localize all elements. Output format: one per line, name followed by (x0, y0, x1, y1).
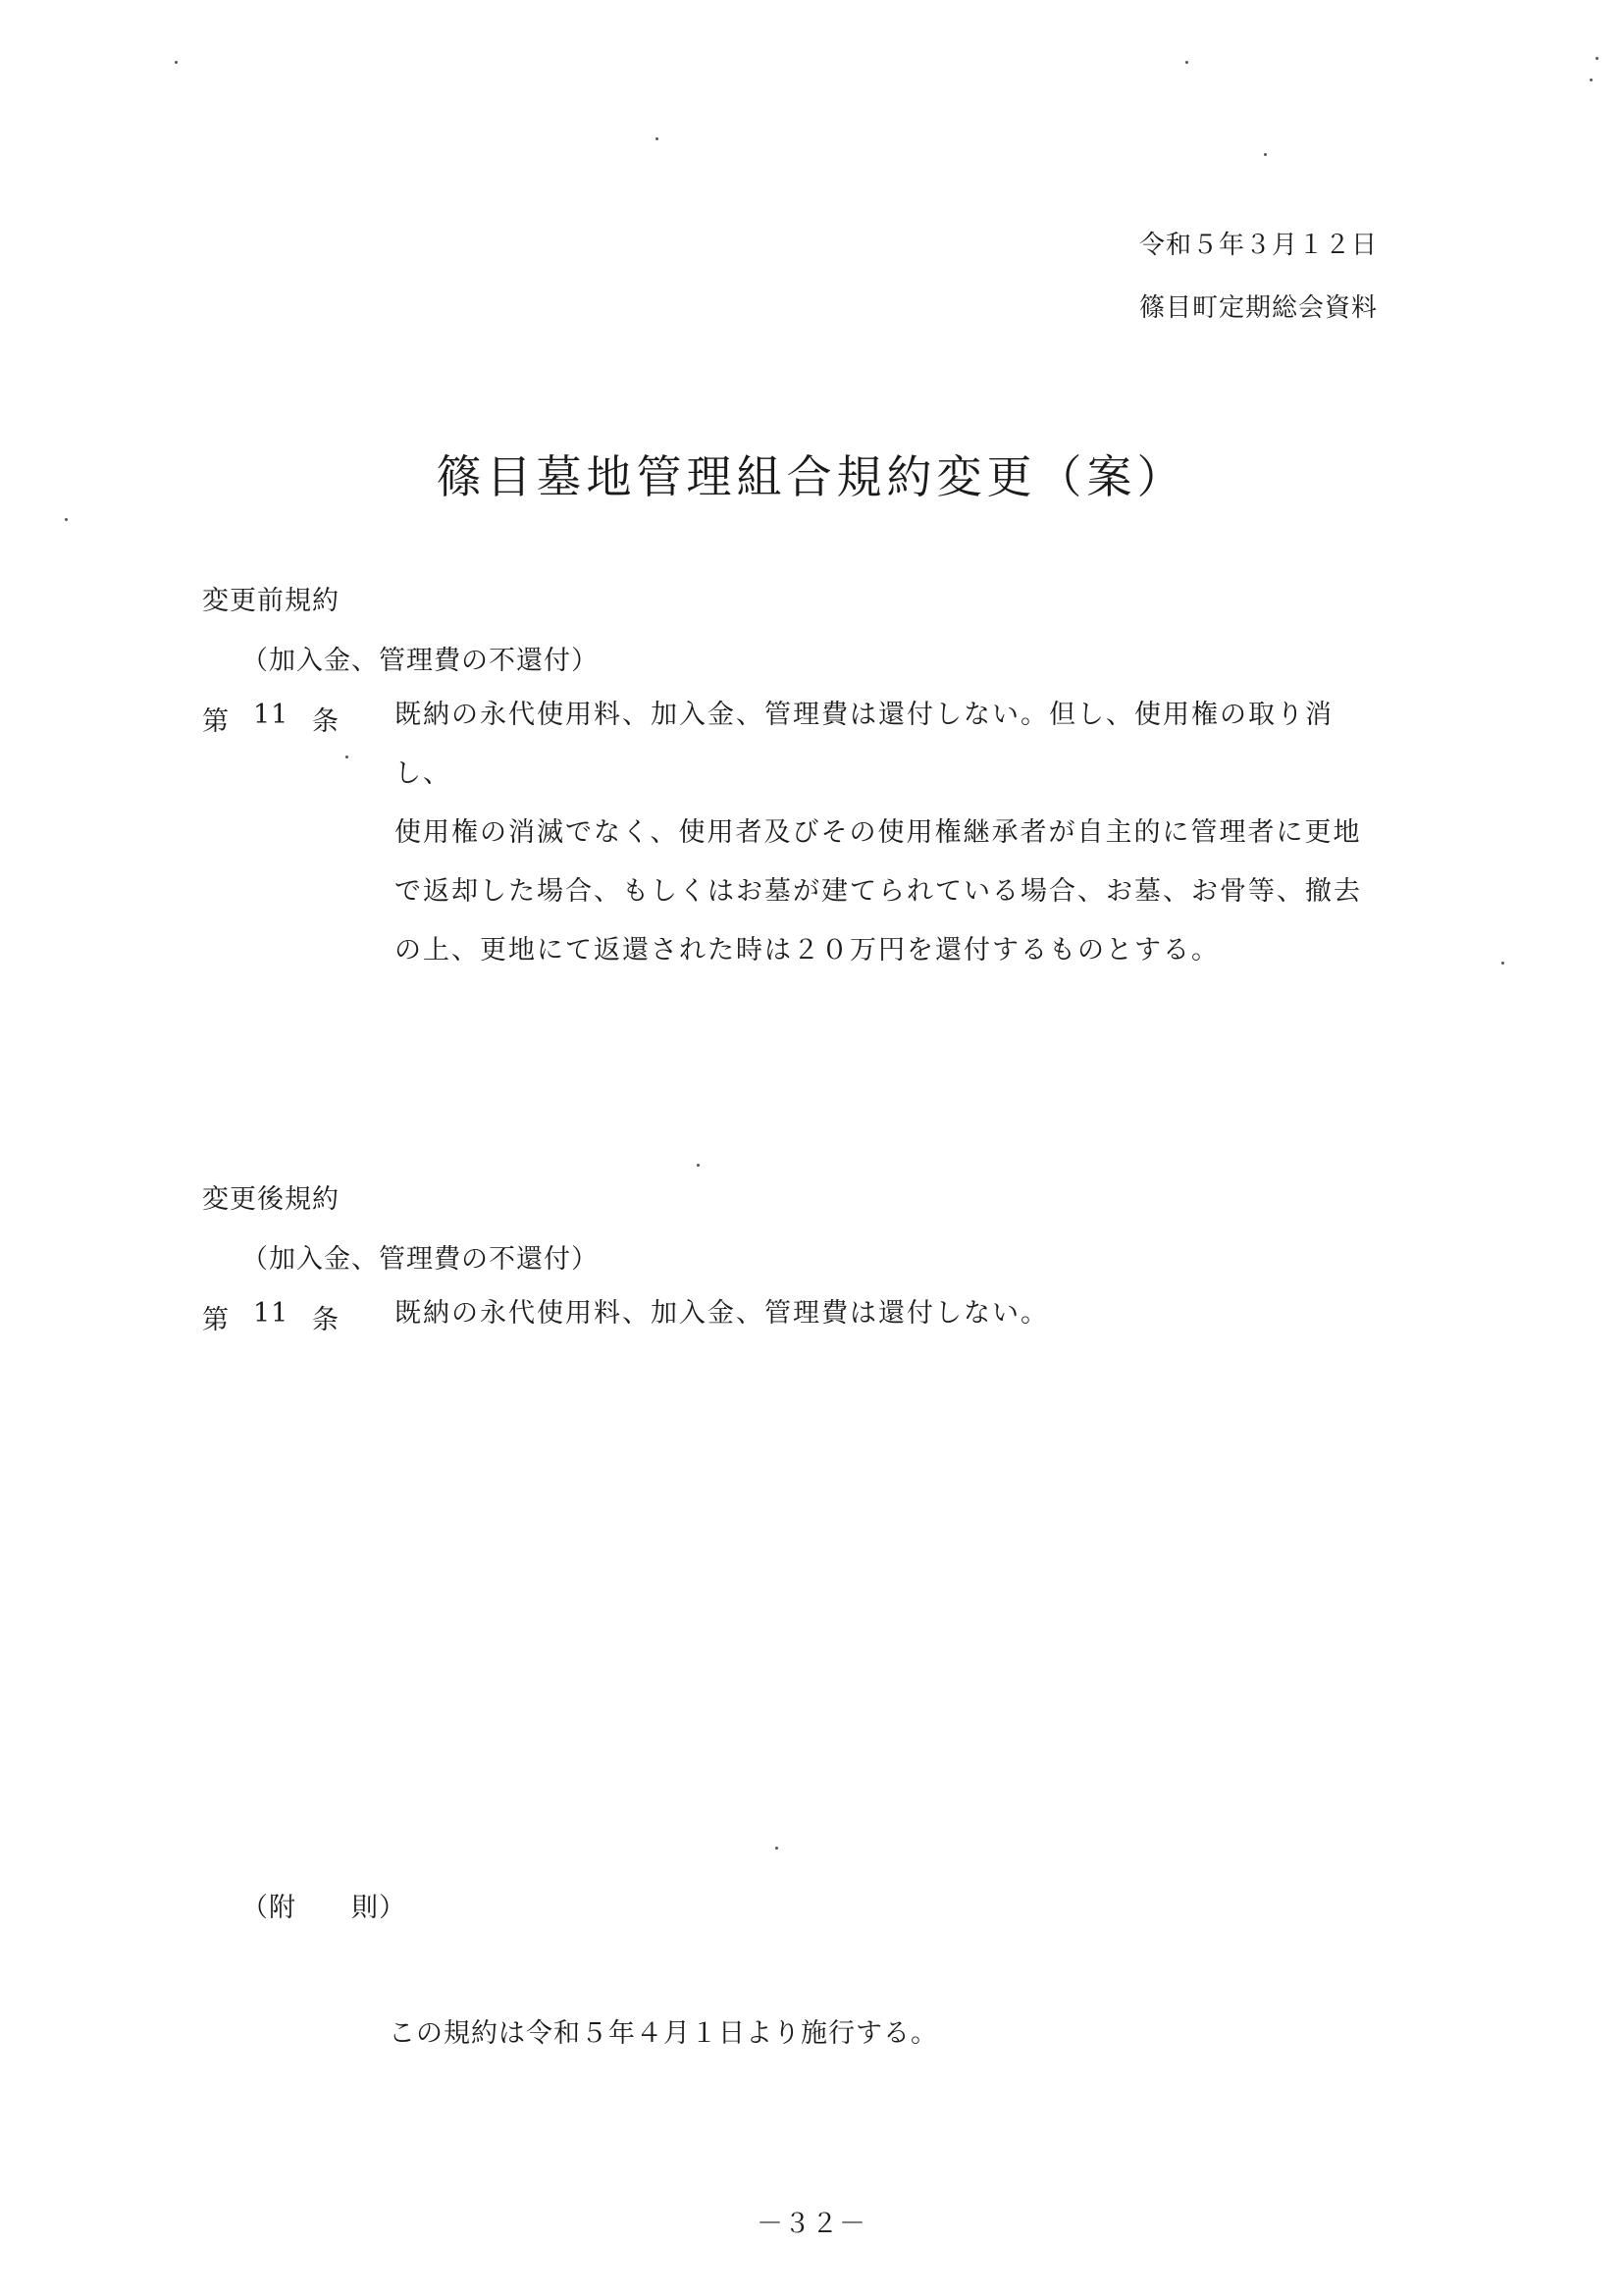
document-date: 令和５年３月１２日 (1138, 231, 1378, 260)
scan-speck (697, 1164, 700, 1167)
scan-speck (655, 137, 658, 140)
before-article-body (394, 686, 1376, 980)
before-line-1: 既納の永代使用料、加入金、管理費は還付しない。但し、使用権の取り消し、 (394, 700, 1334, 789)
scan-speck (775, 1847, 778, 1850)
article-number: 11 (253, 1298, 289, 1329)
article-dai: 第 (202, 1305, 230, 1335)
article-jo: 条 (312, 706, 340, 737)
scan-speck (1185, 61, 1188, 64)
supplementary-text: この規約は令和５年４月１日より施行する。 (389, 2018, 938, 2049)
after-heading: 変更後規約 (202, 1184, 340, 1215)
after-line-1: 既納の永代使用料、加入金、管理費は還付しない。 (394, 1298, 1049, 1329)
before-heading: 変更前規約 (202, 586, 340, 616)
supplementary-heading: （附 則） (241, 1893, 406, 1923)
article-dai: 第 (202, 706, 230, 737)
after-subheading: （加入金、管理費の不還付） (241, 1244, 599, 1275)
before-line-2: 使用権の消滅でなく、使用者及びその使用権継承者が自主的に管理者に更地 (394, 817, 1362, 848)
scan-speck (65, 518, 68, 521)
scan-speck (1501, 962, 1504, 965)
after-article-body (394, 1284, 1376, 1343)
scan-speck (345, 756, 348, 758)
page-number: －３２－ (757, 2209, 866, 2239)
before-line-3: で返却した場合、もしくはお墓が建てられている場合、お墓、お骨等、撤去 (394, 876, 1362, 907)
scan-speck (1596, 57, 1598, 60)
before-line-4: の上、更地にて返還された時は２０万円を還付するものとする。 (394, 935, 1220, 965)
scan-speck (175, 61, 178, 64)
scan-speck (1264, 153, 1267, 156)
document-title: 篠目墓地管理組合規約変更（案） (436, 450, 1187, 503)
article-jo: 条 (312, 1305, 340, 1335)
before-subheading: （加入金、管理費の不還付） (241, 646, 599, 676)
scan-speck (1590, 78, 1593, 81)
document-header (1139, 214, 1378, 339)
document-subtitle: 篠目町定期総会資料 (1138, 293, 1378, 323)
article-number: 11 (253, 700, 289, 730)
